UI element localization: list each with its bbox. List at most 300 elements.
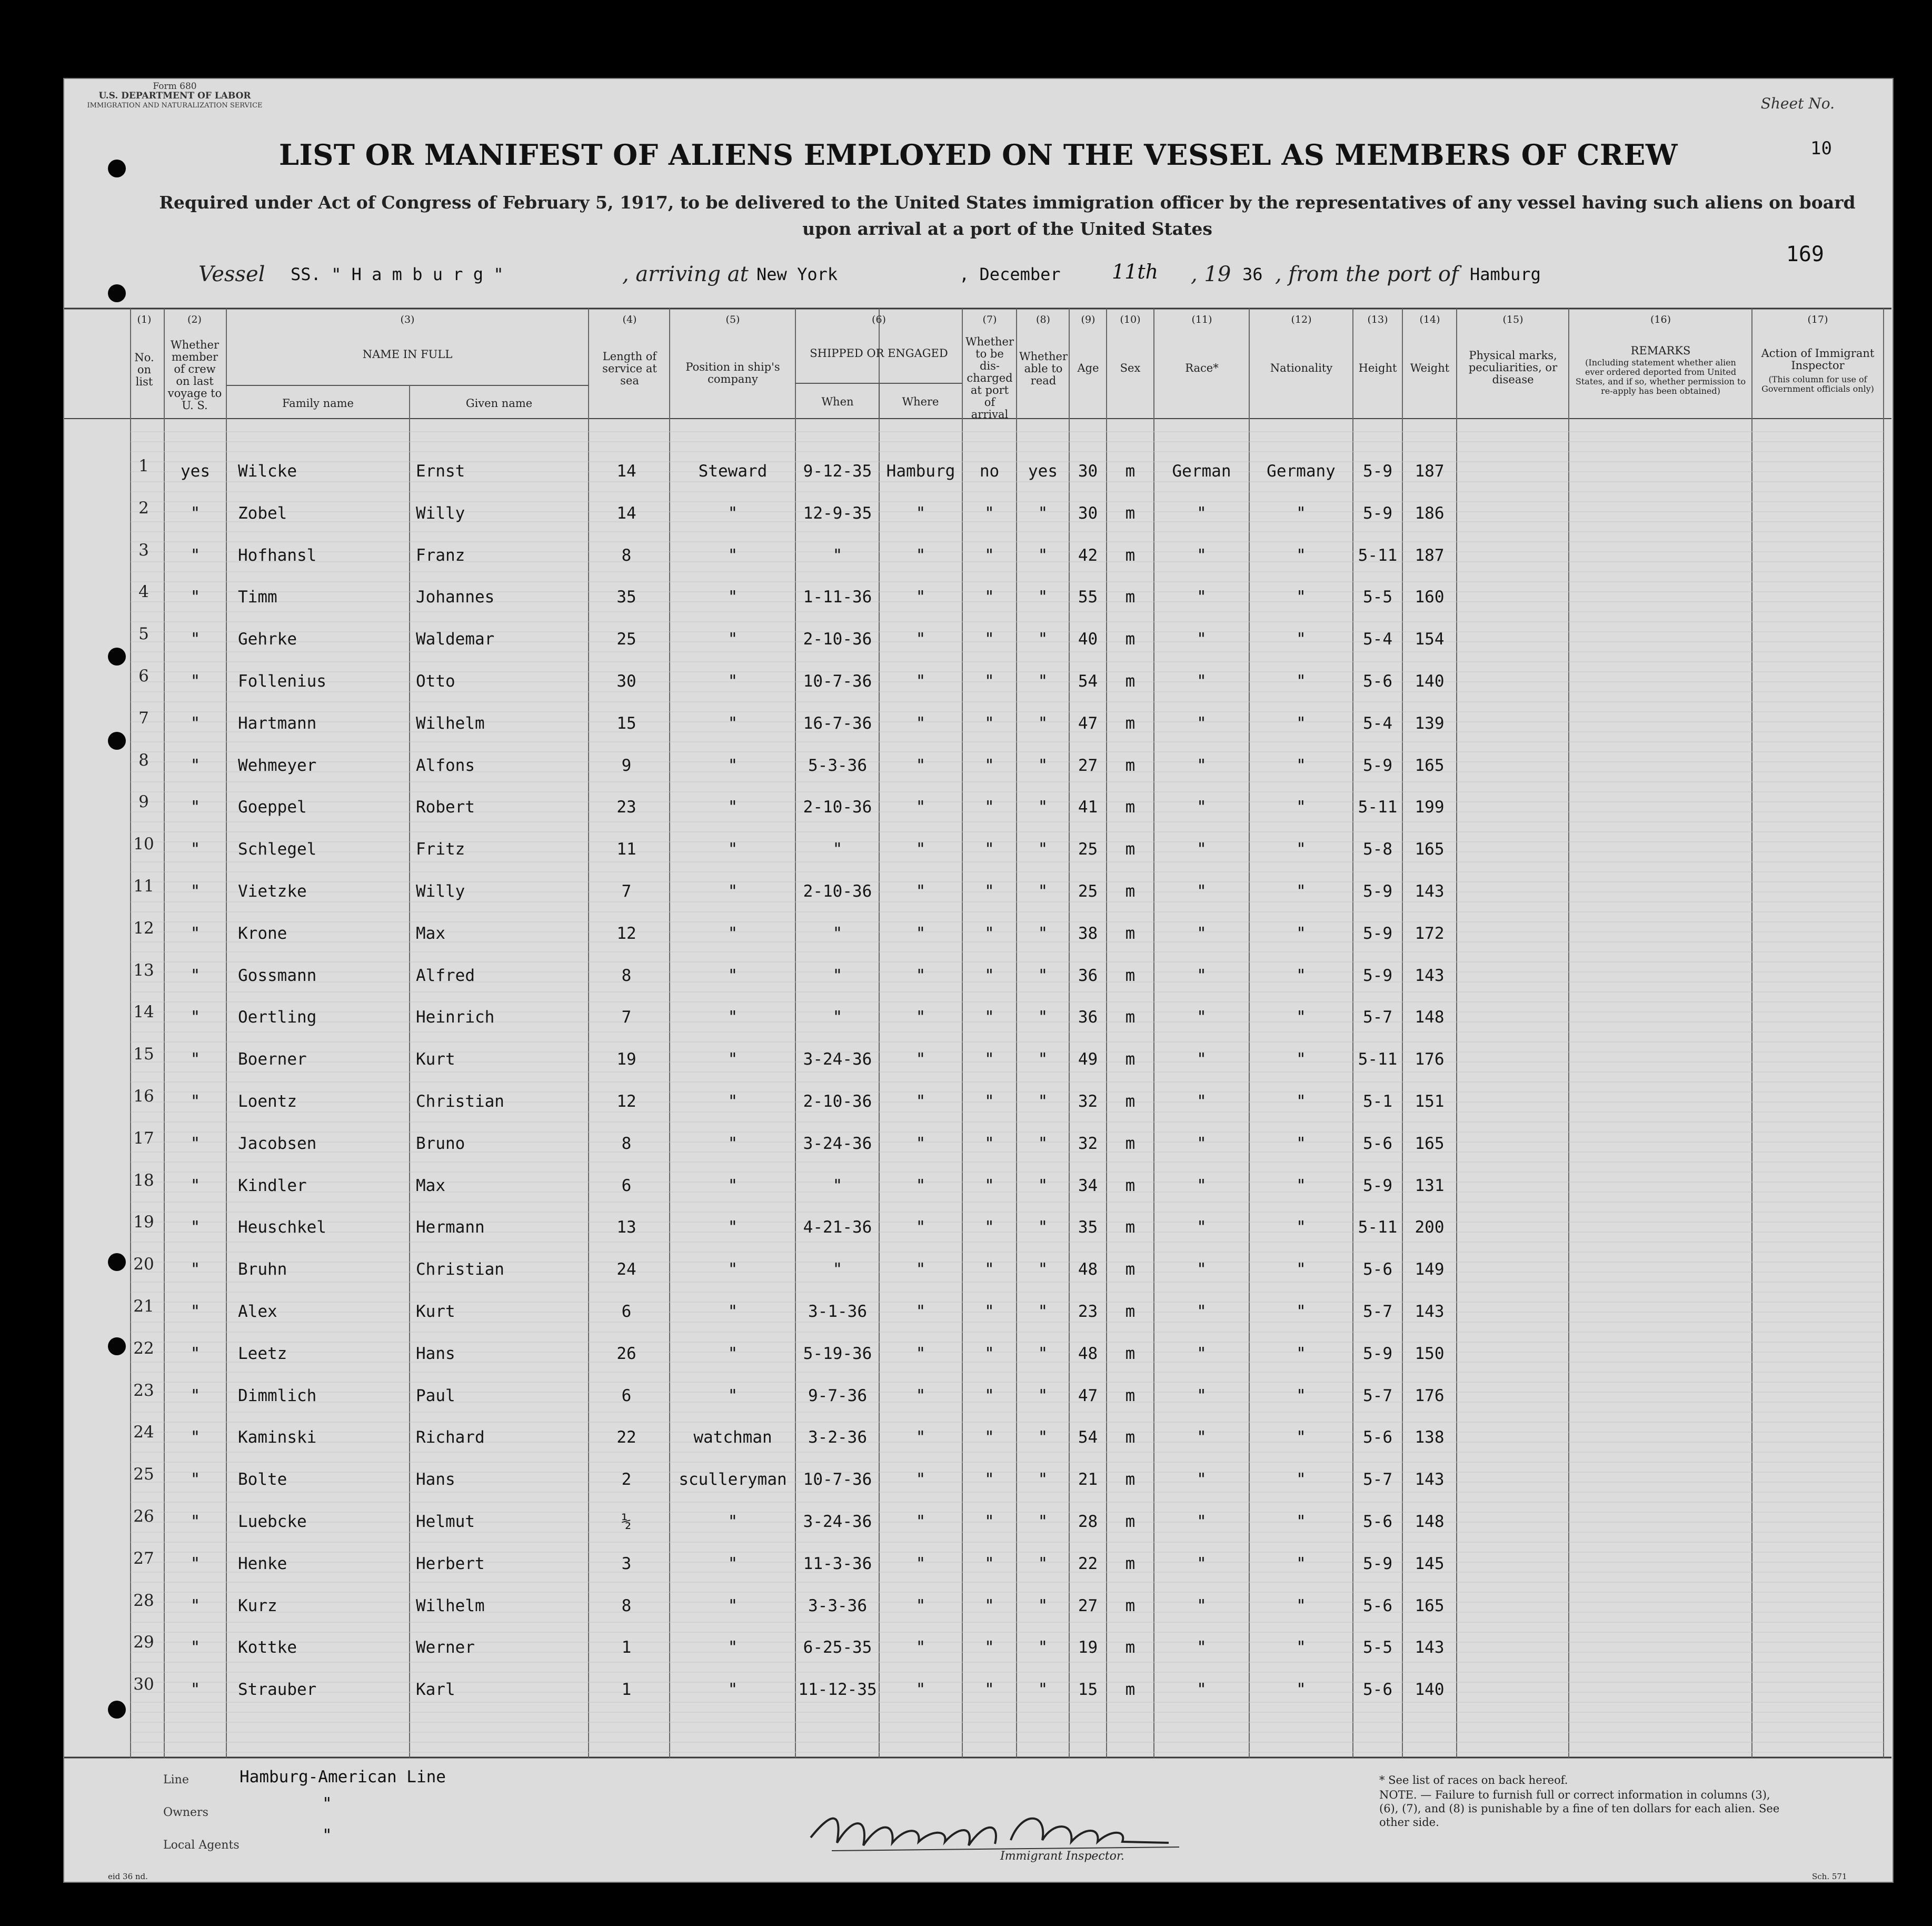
cell-read: " — [1038, 1218, 1048, 1237]
cell-height: 5-9 — [1363, 503, 1392, 523]
cell-where: " — [915, 1008, 926, 1027]
cell-when: " — [832, 545, 843, 565]
binding-hole — [108, 160, 126, 177]
cell-when: 3-24-36 — [803, 1134, 872, 1153]
cell-when: 5-3-36 — [808, 756, 867, 775]
races-note: * See list of races on back hereof. — [1379, 1774, 1568, 1786]
col17-number: (17) — [1807, 314, 1828, 325]
cell-given: Wilhelm — [416, 713, 485, 733]
cell-weight: 200 — [1415, 1218, 1445, 1237]
cell-given: Kurt — [416, 1050, 455, 1069]
col4-label: Length of service at sea — [602, 350, 657, 387]
cell-discharged: " — [984, 1176, 994, 1195]
cell-sex: m — [1125, 798, 1136, 817]
cell-family: Krone — [238, 924, 287, 943]
line-label: Line — [163, 1773, 189, 1786]
col5-number: (5) — [725, 314, 740, 325]
row-number: 5 — [138, 624, 149, 644]
cell-family: Timm — [238, 588, 277, 607]
cell-sex: m — [1125, 713, 1136, 733]
departure-port: Hamburg — [1470, 264, 1541, 284]
cell-given: Alfons — [416, 756, 475, 775]
cell-height: 5-9 — [1363, 1554, 1392, 1573]
cell-discharged: " — [984, 1554, 994, 1573]
cell-discharged: " — [984, 798, 994, 817]
cell-position: " — [728, 1050, 738, 1069]
sheet-label: Sheet No. — [1760, 95, 1835, 112]
col15-label: Physical marks, peculiarities, or disease — [1468, 349, 1558, 386]
cell-age: 30 — [1078, 462, 1098, 481]
cell-discharged: " — [984, 1680, 994, 1700]
cell-height: 5-6 — [1363, 1596, 1392, 1615]
cell-discharged: " — [984, 1050, 994, 1069]
cell-when: 12-9-35 — [803, 503, 872, 523]
cell-sex: m — [1125, 503, 1136, 523]
cell-age: 40 — [1078, 630, 1098, 649]
cell-when: " — [832, 1260, 843, 1279]
cell-age: 55 — [1078, 588, 1098, 607]
cell-race: " — [1197, 1512, 1207, 1531]
binding-hole — [108, 1701, 126, 1719]
cell-position: " — [728, 840, 738, 859]
cell-discharged: " — [984, 1344, 994, 1363]
cell-when: " — [832, 840, 843, 859]
cell-discharged: " — [984, 713, 994, 733]
cell-crew: " — [190, 1050, 201, 1069]
row-number: 6 — [138, 667, 149, 686]
cell-read: " — [1038, 966, 1048, 985]
cell-height: 5-9 — [1363, 1344, 1392, 1363]
cell-where: " — [915, 588, 926, 607]
cell-given: Johannes — [416, 588, 495, 607]
cell-height: 5-4 — [1363, 630, 1392, 649]
cell-age: 15 — [1078, 1680, 1098, 1700]
cell-position: " — [728, 966, 738, 985]
cell-given: Max — [416, 924, 445, 943]
cell-read: " — [1038, 1638, 1048, 1657]
cell-discharged: " — [984, 1008, 994, 1027]
cell-sex: m — [1125, 966, 1136, 985]
cell-family: Luebcke — [238, 1512, 307, 1531]
cell-family: Alex — [238, 1302, 277, 1321]
cell-sex: m — [1125, 1092, 1136, 1111]
cell-given: Hans — [416, 1344, 455, 1363]
row-number: 16 — [133, 1087, 154, 1106]
cell-where: " — [915, 713, 926, 733]
cell-height: 5-7 — [1363, 1470, 1392, 1490]
print-code: eid 36 nd. — [108, 1872, 148, 1881]
cell-when: 11-12-35 — [798, 1680, 877, 1700]
cell-race: " — [1197, 1680, 1207, 1700]
cell-crew: " — [190, 756, 201, 775]
cell-read: " — [1038, 1050, 1048, 1069]
col1-label: No. on list — [134, 351, 154, 388]
cell-race: " — [1197, 756, 1207, 775]
cell-sex: m — [1125, 924, 1136, 943]
col9-label: Age — [1077, 362, 1099, 374]
row-number: 15 — [133, 1045, 154, 1064]
page-number: 169 — [1786, 242, 1824, 266]
cell-where: " — [915, 1680, 926, 1700]
cell-age: 21 — [1078, 1470, 1098, 1490]
cell-when: 2-10-36 — [803, 1092, 872, 1111]
cell-read: " — [1038, 882, 1048, 901]
cell-sex: m — [1125, 840, 1136, 859]
row-number: 9 — [138, 792, 149, 812]
cell-discharged: " — [984, 1470, 994, 1490]
cell-age: 23 — [1078, 1302, 1098, 1321]
cell-race: " — [1197, 882, 1207, 901]
cell-age: 35 — [1078, 1218, 1098, 1237]
cell-service: 8 — [621, 966, 632, 985]
cell-when: 3-1-36 — [808, 1302, 867, 1321]
cell-weight: 165 — [1415, 756, 1445, 775]
cell-discharged: " — [984, 1092, 994, 1111]
cell-given: Willy — [416, 882, 465, 901]
cell-height: 5-11 — [1358, 545, 1398, 565]
cell-age: 32 — [1078, 1134, 1098, 1153]
cell-crew: " — [190, 1218, 201, 1237]
cell-read: " — [1038, 1470, 1048, 1490]
row-number: 4 — [138, 582, 149, 602]
cell-family: Kurz — [238, 1596, 277, 1615]
department-line: U.S. DEPARTMENT OF LABOR — [98, 91, 251, 101]
cell-age: 27 — [1078, 1596, 1098, 1615]
cell-age: 19 — [1078, 1638, 1098, 1657]
cell-height: 5-11 — [1358, 1050, 1398, 1069]
owners-value: " — [322, 1794, 332, 1813]
cell-crew: " — [190, 798, 201, 817]
cell-family: Loentz — [238, 1092, 297, 1111]
cell-read: " — [1038, 503, 1048, 523]
cell-where: Hamburg — [886, 462, 955, 481]
cell-family: Leetz — [238, 1344, 287, 1363]
cell-when: 9-12-35 — [803, 462, 872, 481]
cell-position: " — [728, 882, 738, 901]
cell-race: " — [1197, 1470, 1207, 1490]
cell-sex: m — [1125, 672, 1136, 691]
cell-height: 5-11 — [1358, 798, 1398, 817]
cell-position: sculleryman — [679, 1470, 787, 1490]
cell-family: Strauber — [238, 1680, 317, 1700]
cell-position: " — [728, 1260, 738, 1279]
cell-height: 5-9 — [1363, 924, 1392, 943]
cell-nationality: " — [1296, 1008, 1306, 1027]
cell-nationality: " — [1296, 1596, 1306, 1615]
cell-where: " — [915, 1638, 926, 1657]
cell-discharged: " — [984, 756, 994, 775]
row-number: 30 — [133, 1675, 154, 1694]
cell-sex: m — [1125, 1176, 1136, 1195]
binding-hole — [108, 648, 126, 666]
cell-when: 3-2-36 — [808, 1428, 867, 1447]
cell-read: " — [1038, 1428, 1048, 1447]
cell-read: " — [1038, 1092, 1048, 1111]
cell-service: 3 — [621, 1554, 632, 1573]
cell-sex: m — [1125, 882, 1136, 901]
inspector-signature — [800, 1801, 1190, 1859]
cell-age: 54 — [1078, 672, 1098, 691]
owners-label: Owners — [163, 1806, 208, 1819]
col3-family-label: Family name — [282, 397, 354, 410]
cell-where: " — [915, 672, 926, 691]
cell-sex: m — [1125, 1218, 1136, 1237]
cell-discharged: " — [984, 1596, 994, 1615]
cell-sex: m — [1125, 1512, 1136, 1531]
cell-age: 30 — [1078, 503, 1098, 523]
cell-age: 47 — [1078, 713, 1098, 733]
cell-nationality: " — [1296, 1134, 1306, 1153]
cell-family: Goeppel — [238, 798, 307, 817]
cell-where: " — [915, 1554, 926, 1573]
cell-nationality: " — [1296, 1092, 1306, 1111]
row-number: 1 — [138, 456, 149, 475]
cell-race: " — [1197, 672, 1207, 691]
cell-weight: 143 — [1415, 966, 1445, 985]
manifest-title: LIST OR MANIFEST OF ALIENS EMPLOYED ON THE VESSEL AS MEMBERS OF CREW — [278, 138, 1678, 172]
cell-where: " — [915, 1344, 926, 1363]
cell-nationality: " — [1296, 1512, 1306, 1531]
row-number: 25 — [133, 1465, 154, 1484]
cell-where: " — [915, 840, 926, 859]
row-number: 10 — [133, 835, 154, 854]
col11-label: Race* — [1185, 362, 1219, 374]
col12-number: (12) — [1291, 314, 1312, 325]
cell-sex: m — [1125, 545, 1136, 565]
row-number: 26 — [133, 1507, 154, 1526]
cell-service: 12 — [616, 1092, 636, 1111]
cell-given: Richard — [416, 1428, 485, 1447]
cell-height: 5-6 — [1363, 672, 1392, 691]
col3-number: (3) — [400, 314, 415, 325]
cell-position: " — [728, 1092, 738, 1111]
col16-note: (Including statement whether alien ever ordered deported from United States, and if so, whether permission to re-apply has been obtained) — [1575, 358, 1746, 396]
col17-note: (This column for use of Government officials only) — [1761, 374, 1874, 394]
cell-when: " — [832, 1008, 843, 1027]
cell-where: " — [915, 798, 926, 817]
cell-race: " — [1197, 1092, 1207, 1111]
cell-given: Helmut — [416, 1512, 475, 1531]
cell-position: " — [728, 713, 738, 733]
cell-when: " — [832, 1176, 843, 1195]
arrival-port: New York — [756, 264, 838, 284]
cell-sex: m — [1125, 1008, 1136, 1027]
cell-family: Hartmann — [238, 713, 317, 733]
cell-race: " — [1197, 1344, 1207, 1363]
cell-race: " — [1197, 1386, 1207, 1405]
cell-position: watchman — [693, 1428, 772, 1447]
arrival-day: 11th — [1112, 260, 1159, 283]
cell-position: " — [728, 672, 738, 691]
cell-nationality: " — [1296, 1260, 1306, 1279]
note-label: NOTE. — [1379, 1789, 1417, 1801]
row-number: 21 — [133, 1297, 154, 1316]
cell-age: 48 — [1078, 1260, 1098, 1279]
cell-read: " — [1038, 1134, 1048, 1153]
cell-family: Kottke — [238, 1638, 297, 1657]
cell-where: " — [915, 924, 926, 943]
cell-age: 42 — [1078, 545, 1098, 565]
inspector-label: Immigrant Inspector. — [1000, 1850, 1124, 1863]
cell-when: 3-24-36 — [803, 1050, 872, 1069]
cell-position: " — [728, 1596, 738, 1615]
cell-discharged: " — [984, 503, 994, 523]
cell-given: Fritz — [416, 840, 465, 859]
cell-crew: " — [190, 545, 201, 565]
form-number: Form 680 — [153, 81, 197, 92]
cell-position: " — [728, 1134, 738, 1153]
cell-sex: m — [1125, 462, 1136, 481]
service-line: IMMIGRATION AND NATURALIZATION SERVICE — [87, 102, 263, 110]
cell-nationality: " — [1296, 924, 1306, 943]
binding-hole — [108, 1337, 126, 1355]
cell-service: 15 — [616, 713, 636, 733]
cell-height: 5-9 — [1363, 462, 1392, 481]
cell-position: " — [728, 1008, 738, 1027]
row-number: 23 — [133, 1381, 154, 1400]
cell-age: 25 — [1078, 840, 1098, 859]
cell-weight: 186 — [1415, 503, 1445, 523]
cell-service: 9 — [621, 756, 632, 775]
cell-weight: 165 — [1415, 1134, 1445, 1153]
cell-race: " — [1197, 545, 1207, 565]
cell-height: 5-5 — [1363, 588, 1392, 607]
cell-family: Jacobsen — [238, 1134, 317, 1153]
cell-crew: " — [190, 1344, 201, 1363]
cell-race: " — [1197, 840, 1207, 859]
cell-read: " — [1038, 588, 1048, 607]
cell-family: Schlegel — [238, 840, 317, 859]
cell-family: Henke — [238, 1554, 287, 1573]
cell-height: 5-5 — [1363, 1638, 1392, 1657]
cell-sex: m — [1125, 1134, 1136, 1153]
year-prefix: , 19 — [1191, 262, 1231, 286]
cell-read: " — [1038, 1680, 1048, 1700]
cell-where: " — [915, 756, 926, 775]
cell-where: " — [915, 1512, 926, 1531]
cell-crew: " — [190, 1470, 201, 1490]
cell-age: 32 — [1078, 1092, 1098, 1111]
cell-sex: m — [1125, 1554, 1136, 1573]
local-agents-label: Local Agents — [163, 1839, 240, 1852]
cell-given: Kurt — [416, 1302, 455, 1321]
col6-label: SHIPPED OR ENGAGED — [810, 347, 948, 360]
cell-service: 14 — [616, 503, 636, 523]
cell-family: Vietzke — [238, 882, 307, 901]
cell-family: Kindler — [238, 1176, 307, 1195]
cell-family: Dimmlich — [238, 1386, 317, 1405]
cell-where: " — [915, 1176, 926, 1195]
row-number: 29 — [133, 1633, 154, 1652]
col7-number: (7) — [982, 314, 997, 325]
cell-read: " — [1038, 798, 1048, 817]
cell-given: Christian — [416, 1260, 504, 1279]
manifest-subtitle: Required under Act of Congress of February 5, 1917, to be delivered to the United States immigration officer by the representatives of any vessel having such aliens on board upon arrival at a port of the United States — [159, 192, 1856, 239]
row-number: 22 — [133, 1338, 154, 1358]
col14-number: (14) — [1419, 314, 1440, 325]
cell-nationality: " — [1296, 1050, 1306, 1069]
cell-crew: " — [190, 924, 201, 943]
col2-label: Whether member of crew on last voyage to U. S. — [167, 339, 222, 412]
cell-crew: " — [190, 713, 201, 733]
cell-weight: 138 — [1415, 1428, 1445, 1447]
cell-nationality: " — [1296, 1680, 1306, 1700]
cell-height: 5-4 — [1363, 713, 1392, 733]
cell-service: 23 — [616, 798, 636, 817]
cell-height: 5-1 — [1363, 1092, 1392, 1111]
cell-given: Paul — [416, 1386, 455, 1405]
cell-position: " — [728, 545, 738, 565]
cell-weight: 172 — [1415, 924, 1445, 943]
cell-sex: m — [1125, 1260, 1136, 1279]
cell-discharged: " — [984, 1260, 994, 1279]
cell-position: " — [728, 503, 738, 523]
cell-sex: m — [1125, 1470, 1136, 1490]
schedule-code: Sch. 571 — [1812, 1872, 1847, 1881]
cell-weight: 143 — [1415, 1470, 1445, 1490]
col7-label: Whether to be dis-charged at port of arrival — [965, 335, 1014, 421]
cell-crew: " — [190, 1386, 201, 1405]
cell-crew: " — [190, 966, 201, 985]
col9-number: (9) — [1081, 314, 1096, 325]
cell-discharged: " — [984, 1638, 994, 1657]
cell-weight: 143 — [1415, 1302, 1445, 1321]
vessel-name: SS. " H a m b u r g " — [291, 264, 504, 284]
cell-where: " — [915, 1596, 926, 1615]
cell-where: " — [915, 1470, 926, 1490]
line-value: Hamburg-American Line — [240, 1768, 446, 1786]
cell-race: " — [1197, 1176, 1207, 1195]
cell-crew: " — [190, 1260, 201, 1279]
cell-read: " — [1038, 630, 1048, 649]
col10-number: (10) — [1120, 314, 1141, 325]
cell-given: Wilhelm — [416, 1596, 485, 1615]
col3-given-label: Given name — [465, 397, 533, 410]
cell-age: 36 — [1078, 966, 1098, 985]
cell-height: 5-9 — [1363, 756, 1392, 775]
col4-number: (4) — [622, 314, 637, 325]
cell-nationality: " — [1296, 545, 1306, 565]
cell-crew: " — [190, 1008, 201, 1027]
cell-height: 5-7 — [1363, 1302, 1392, 1321]
cell-sex: m — [1125, 1302, 1136, 1321]
cell-discharged: " — [984, 840, 994, 859]
cell-height: 5-9 — [1363, 1176, 1392, 1195]
cell-age: 28 — [1078, 1512, 1098, 1531]
cell-weight: 165 — [1415, 840, 1445, 859]
cell-weight: 150 — [1415, 1344, 1445, 1363]
local-agents-value: " — [322, 1826, 332, 1845]
binding-hole — [108, 732, 126, 750]
cell-race: " — [1197, 1428, 1207, 1447]
cell-age: 48 — [1078, 1344, 1098, 1363]
col14-label: Weight — [1410, 362, 1450, 374]
cell-read: " — [1038, 840, 1048, 859]
cell-service: 7 — [621, 1008, 632, 1027]
row-number: 13 — [133, 960, 154, 980]
cell-crew: " — [190, 1596, 201, 1615]
cell-service: ½ — [621, 1512, 632, 1531]
cell-given: Hans — [416, 1470, 455, 1490]
cell-position: " — [728, 1386, 738, 1405]
cell-given: Bruno — [416, 1134, 465, 1153]
cell-family: Kaminski — [238, 1428, 317, 1447]
cell-height: 5-6 — [1363, 1260, 1392, 1279]
cell-discharged: " — [984, 1302, 994, 1321]
cell-where: " — [915, 1302, 926, 1321]
cell-service: 11 — [616, 840, 636, 859]
row-number: 12 — [133, 918, 154, 938]
